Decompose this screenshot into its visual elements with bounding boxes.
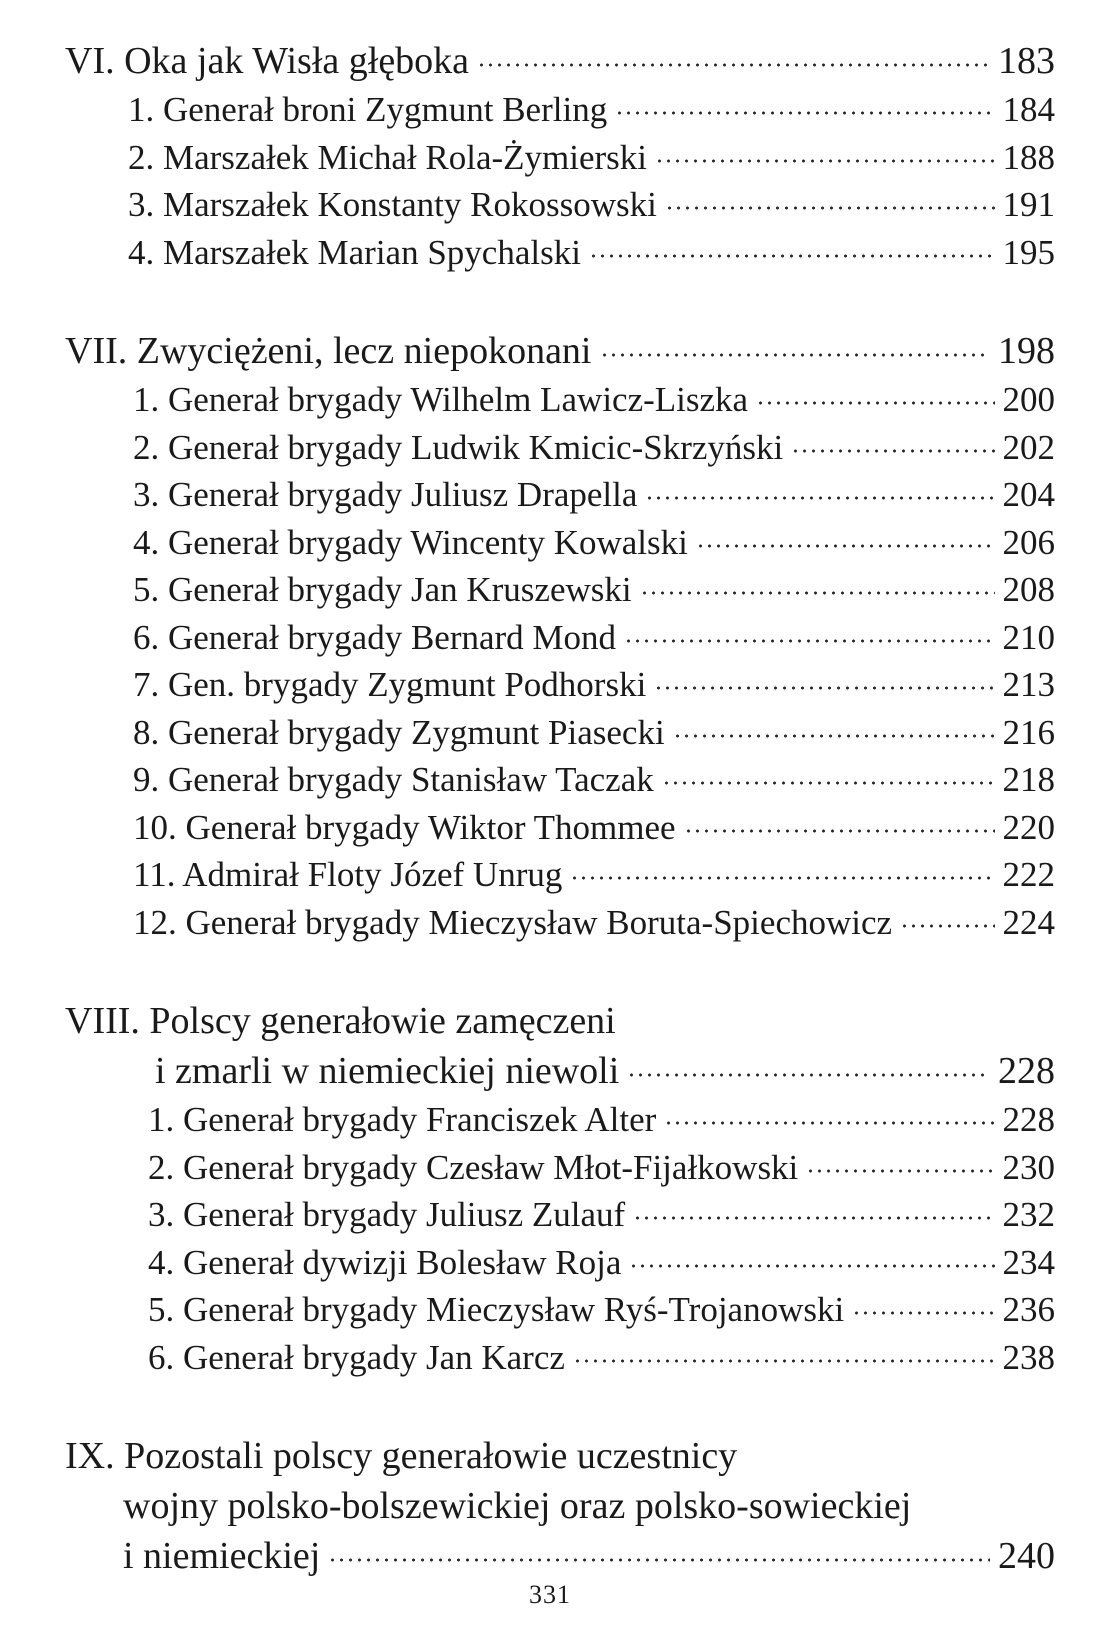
- page-number: 234: [1002, 1242, 1055, 1282]
- entry-title: 6. Generał brygady Bernard Mond: [133, 617, 617, 657]
- table-of-contents: [65, 36, 1055, 1631]
- dot-leader: [589, 254, 995, 258]
- dot-leader: [600, 353, 991, 357]
- toc-entry: [65, 1191, 1055, 1239]
- dot-leader: [900, 924, 994, 928]
- page-number: 184: [1002, 90, 1055, 129]
- toc-entry: [65, 804, 1055, 852]
- dot-leader: [696, 544, 995, 548]
- page-number: 232: [1002, 1195, 1055, 1234]
- dot-leader: [624, 639, 994, 643]
- page-number: 195: [1002, 232, 1055, 272]
- page-number: 188: [1002, 137, 1055, 177]
- entry-title: 5. Generał brygady Mieczysław Ryś-Trojanowski: [148, 1290, 845, 1329]
- page-number: 200: [1002, 380, 1055, 419]
- chapter-heading-row: [65, 36, 1055, 86]
- dot-leader: [655, 159, 994, 163]
- dot-leader: [684, 829, 995, 833]
- chapter-heading: VII. Zwyciężeni, lecz niepokonani: [65, 330, 592, 372]
- entry-title: 6. Generał brygady Jan Karcz: [148, 1337, 565, 1377]
- chapter-heading: VI. Oka jak Wisła głęboka: [65, 40, 470, 82]
- chapter-heading-continuation: wojny polsko-bolszewickiej oraz polsko-sowieckiej: [123, 1485, 912, 1527]
- entry-title: 2. Marszałek Michał Rola-Żymierski: [128, 137, 648, 177]
- entry-title: 1. Generał brygady Wilhelm Lawicz-Liszka: [133, 380, 749, 419]
- page-number: 213: [1002, 665, 1055, 704]
- page-number: 191: [1002, 185, 1055, 224]
- folio-page-number: 331: [529, 1580, 571, 1609]
- entry-title: 1. Generał broni Zygmunt Berling: [128, 90, 608, 129]
- page-number: 222: [1002, 855, 1055, 894]
- dot-leader: [673, 734, 995, 738]
- entry-title: 3. Generał brygady Juliusz Zulauf: [148, 1195, 626, 1234]
- entry-title: 11. Admirał Floty Józef Unrug: [133, 855, 563, 894]
- entry-title: 8. Generał brygady Zygmunt Piasecki: [133, 712, 665, 752]
- chapter-heading-row: [65, 326, 1055, 376]
- page-number: 183: [998, 40, 1055, 82]
- toc-entry: [65, 756, 1055, 804]
- toc-entry: [65, 661, 1055, 709]
- page-number: 230: [1002, 1147, 1055, 1187]
- entry-title: 7. Gen. brygady Zygmunt Podhorski: [133, 665, 647, 704]
- dot-leader: [633, 1216, 994, 1220]
- dot-leader: [756, 401, 994, 405]
- dot-leader: [791, 449, 994, 453]
- page-number: 240: [998, 1535, 1055, 1577]
- toc-entry: [65, 134, 1055, 182]
- page-number: 206: [1002, 522, 1055, 562]
- chapter-ix: [65, 1431, 1055, 1581]
- dot-leader: [645, 496, 994, 500]
- dot-leader: [664, 1121, 994, 1125]
- entry-title: 3. Generał brygady Juliusz Drapella: [133, 475, 638, 514]
- dot-leader: [629, 1264, 994, 1268]
- page-number: 238: [1002, 1337, 1055, 1377]
- chapter-heading: IX. Pozostali polscy generałowie uczestnicy: [65, 1435, 738, 1477]
- chapter-heading-row: [65, 1531, 1055, 1581]
- toc-entry: [65, 1096, 1055, 1144]
- dot-leader: [615, 111, 994, 115]
- toc-entry: [65, 899, 1055, 947]
- dot-leader: [665, 206, 995, 210]
- page-number: 198: [998, 330, 1055, 372]
- chapter-vi: [65, 36, 1055, 276]
- dot-leader: [654, 686, 994, 690]
- chapter-heading-row: [65, 1046, 1055, 1096]
- toc-entry: [65, 424, 1055, 472]
- dot-leader: [662, 781, 995, 785]
- dot-leader: [477, 63, 990, 67]
- chapter-heading: VIII. Polscy generałowie zamęczeni: [65, 1000, 616, 1042]
- page-number: 210: [1002, 617, 1055, 657]
- chapter-heading-continuation: i zmarli w niemieckiej niewoli: [155, 1050, 620, 1092]
- toc-entry: [65, 181, 1055, 229]
- entry-title: 10. Generał brygady Wiktor Thommee: [133, 807, 676, 847]
- toc-entry: [65, 1334, 1055, 1382]
- toc-entry: [65, 566, 1055, 614]
- toc-entry: [65, 1239, 1055, 1287]
- dot-leader: [573, 1359, 995, 1363]
- page-number: 228: [1002, 1100, 1055, 1139]
- toc-entry: [65, 1144, 1055, 1192]
- dot-leader: [852, 1311, 994, 1315]
- entry-title: 4. Generał brygady Wincenty Kowalski: [133, 522, 688, 562]
- dot-leader: [806, 1169, 994, 1173]
- chapter-viii: [65, 996, 1055, 1381]
- page-number: 218: [1002, 760, 1055, 799]
- entry-title: 12. Generał brygady Mieczysław Boruta-Spiechowicz: [133, 902, 893, 942]
- toc-entry: [65, 376, 1055, 424]
- dot-leader: [640, 591, 995, 595]
- page-number: 220: [1002, 807, 1055, 847]
- dot-leader: [570, 876, 994, 880]
- page-number: 228: [998, 1050, 1055, 1092]
- chapter-vii: [65, 326, 1055, 946]
- toc-entry: [65, 519, 1055, 567]
- entry-title: 2. Generał brygady Ludwik Kmicic-Skrzyński: [133, 427, 784, 467]
- dot-leader: [328, 1558, 990, 1562]
- page-number: 224: [1002, 902, 1055, 942]
- entry-title: 5. Generał brygady Jan Kruszewski: [133, 570, 632, 609]
- dot-leader: [627, 1073, 990, 1077]
- page-number: 202: [1002, 427, 1055, 467]
- chapter-heading-continuation: i niemieckiej: [123, 1535, 321, 1577]
- page-number: 208: [1002, 570, 1055, 609]
- entry-title: 9. Generał brygady Stanisław Taczak: [133, 760, 654, 799]
- toc-entry: [65, 86, 1055, 134]
- toc-entry: [65, 614, 1055, 662]
- toc-entry: [65, 471, 1055, 519]
- page-number: 204: [1002, 475, 1055, 514]
- entry-title: 4. Generał dywizji Bolesław Roja: [148, 1242, 622, 1282]
- toc-entry: [65, 229, 1055, 277]
- toc-entry: [65, 851, 1055, 899]
- entry-title: 3. Marszałek Konstanty Rokossowski: [128, 185, 657, 224]
- entry-title: 1. Generał brygady Franciszek Alter: [148, 1100, 657, 1139]
- page-number: 216: [1002, 712, 1055, 752]
- toc-entry: [65, 709, 1055, 757]
- toc-entry: [65, 1286, 1055, 1334]
- entry-title: 2. Generał brygady Czesław Młot-Fijałkowski: [148, 1147, 799, 1187]
- entry-title: 4. Marszałek Marian Spychalski: [128, 232, 581, 272]
- page-number: 236: [1002, 1290, 1055, 1329]
